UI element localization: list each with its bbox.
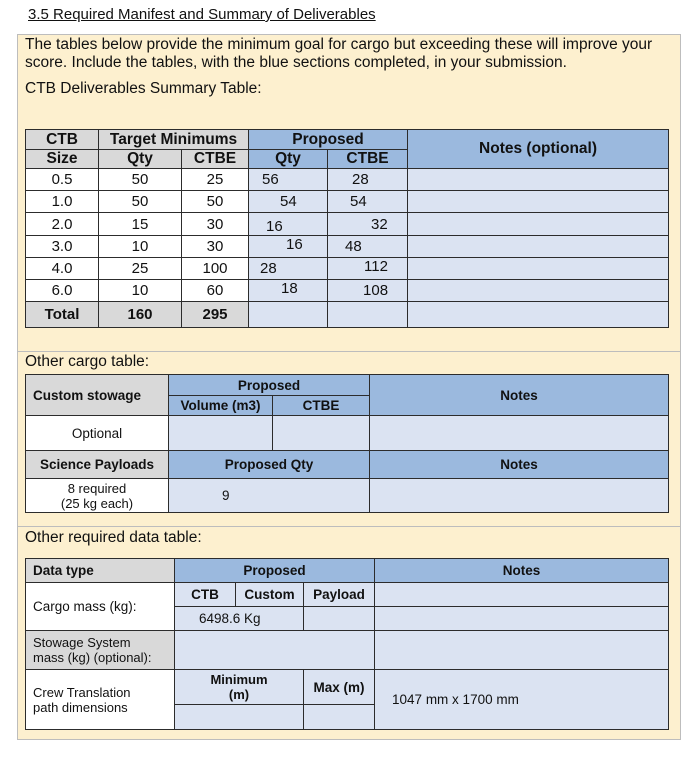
science-payloads-header: Science Payloads [26,451,169,479]
table-row [26,213,669,236]
proposed-qty-header: Proposed Qty [169,451,370,479]
proposed-ctbe-cell[interactable] [328,191,408,213]
ctbe-cell[interactable] [273,416,370,451]
proposed-qty-value: 16 [286,236,303,253]
total-proposed-ctbe-cell[interactable] [328,302,408,328]
proposed-qty-value: 54 [280,193,297,210]
proposed-ctbe-value: 48 [345,238,362,255]
custom-subheader: Custom [236,583,304,607]
cargo-mass-value-cell[interactable] [175,607,304,631]
ctb-summary-table [25,129,669,328]
data-type-header: Data type [26,559,175,583]
other-cargo-caption: Other cargo table: [25,353,150,370]
total-proposed-qty-cell[interactable] [249,302,328,328]
notes-cell[interactable] [408,169,669,191]
target-qty-cell: 50 [99,191,182,213]
other-data-caption: Other required data table: [25,529,202,546]
target-qty-header: Qty [99,150,182,169]
other-cargo-table [25,374,669,513]
notes-cell[interactable] [375,607,669,631]
proposed-qty-cell[interactable] [249,191,328,213]
total-ctbe: 295 [182,302,249,328]
size-cell: 0.5 [26,169,99,191]
size-header: Size [26,150,99,169]
notes-cell[interactable] [375,583,669,607]
max-value-cell[interactable] [304,705,375,730]
target-ctbe-header: CTBE [182,150,249,169]
target-ctbe-cell: 50 [182,191,249,213]
target-ctbe-cell: 60 [182,280,249,302]
ctbe-header: CTBE [273,396,370,416]
notes-header: Notes (optional) [408,130,669,169]
target-minimums-header: Target Minimums [99,130,249,150]
total-notes-cell[interactable] [408,302,669,328]
notes-cell[interactable] [408,236,669,258]
minimum-subheader [175,670,304,705]
required-label [26,479,169,513]
proposed-ctbe-value: 32 [371,215,388,233]
target-qty-cell: 10 [99,280,182,302]
proposed-ctbe-value: 54 [350,193,367,210]
proposed-ctbe-value: 28 [352,171,369,188]
minimum-line-1: Minimum [210,672,268,687]
stowage-line-1: Stowage System [33,635,131,650]
max-subheader: Max (m) [304,670,375,705]
proposed-header: Proposed [175,559,375,583]
target-ctbe-cell: 100 [182,258,249,280]
notes-cell[interactable] [370,479,669,513]
notes-header: Notes [370,375,669,416]
science-qty-cell[interactable] [169,479,370,513]
table-row [26,416,669,451]
optional-label: Optional [26,416,169,451]
notes-header: Notes [375,559,669,583]
proposed-qty-cell[interactable] [249,258,328,280]
target-qty-cell: 15 [99,213,182,236]
other-data-table [25,558,669,730]
target-ctbe-cell: 30 [182,213,249,236]
section-heading: 3.5 Required Manifest and Summary of Deliverables [28,6,376,23]
proposed-ctbe-cell[interactable] [328,236,408,258]
intro-text: The tables below provide the minimum goal for cargo but exceeding these will improve your score. Include the tables, with the blue sections completed, in your submission. [25,36,653,71]
crew-line-2: path dimensions [33,699,128,715]
summary-caption: CTB Deliverables Summary Table: [25,80,262,97]
summary-section [17,34,681,352]
proposed-ctbe-cell[interactable] [328,280,408,302]
table-row [26,479,669,513]
proposed-qty-header: Qty [249,150,328,169]
minimum-value-cell[interactable] [175,705,304,730]
proposed-qty-value: 18 [281,280,298,297]
proposed-qty-cell[interactable] [249,213,328,236]
size-cell: 2.0 [26,213,99,236]
proposed-ctbe-header: CTBE [328,150,408,169]
crew-line-1: Crew Translation [33,684,131,700]
notes-cell[interactable] [408,258,669,280]
table-row [26,280,669,302]
crew-dimension-value: 1047 mm x 1700 mm [392,692,519,707]
required-line-2: (25 kg each) [60,495,134,511]
other-cargo-section [17,351,681,527]
table-row [26,236,669,258]
proposed-qty-value: 28 [260,260,277,277]
table-row [26,258,669,280]
proposed-qty-value: 16 [266,218,283,235]
minimum-line-2: (m) [228,687,250,702]
target-ctbe-cell: 25 [182,169,249,191]
size-cell: 3.0 [26,236,99,258]
stowage-line-2: mass (kg) (optional): [33,650,152,665]
total-row [26,302,669,328]
notes-cell[interactable] [408,280,669,302]
notes-cell[interactable] [370,416,669,451]
size-cell: 6.0 [26,280,99,302]
notes-cell[interactable] [375,631,669,670]
proposed-header: Proposed [169,375,370,396]
size-cell: 1.0 [26,191,99,213]
proposed-header: Proposed [249,130,408,150]
notes-cell[interactable] [408,213,669,236]
cargo-mass-value: 6498.6 Kg [199,611,261,626]
target-qty-cell: 25 [99,258,182,280]
ctb-subheader: CTB [175,583,236,607]
proposed-qty-value: 56 [262,171,279,188]
notes-cell[interactable] [408,191,669,213]
volume-cell[interactable] [169,416,273,451]
cargo-mass-label: Cargo mass (kg): [26,583,175,631]
proposed-qty-cell[interactable] [249,236,328,258]
proposed-qty-cell[interactable] [249,280,328,302]
science-qty-value: 9 [222,488,230,503]
proposed-ctbe-cell[interactable] [328,258,408,280]
target-qty-cell: 10 [99,236,182,258]
stowage-mass-cell[interactable] [175,631,375,670]
proposed-ctbe-cell[interactable] [328,169,408,191]
total-label: Total [26,302,99,328]
size-cell: 4.0 [26,258,99,280]
ctb-header: CTB [26,130,99,150]
table-row [26,191,669,213]
custom-stowage-header: Custom stowage [26,375,169,416]
required-line-1: 8 required [67,480,127,496]
proposed-ctbe-value: 108 [363,282,389,299]
payload-mass-cell[interactable] [304,607,375,631]
proposed-ctbe-cell[interactable] [328,213,408,236]
target-qty-cell: 50 [99,169,182,191]
proposed-ctbe-value: 112 [364,258,388,275]
total-qty: 160 [99,302,182,328]
crew-notes-cell[interactable] [375,670,669,730]
other-data-section [17,526,681,740]
target-ctbe-cell: 30 [182,236,249,258]
stowage-mass-label [26,631,175,670]
notes-header: Notes [370,451,669,479]
payload-subheader: Payload [304,583,375,607]
volume-header: Volume (m3) [169,396,273,416]
crew-translation-label [26,670,175,730]
table-row [26,169,669,191]
proposed-qty-cell[interactable] [249,169,328,191]
